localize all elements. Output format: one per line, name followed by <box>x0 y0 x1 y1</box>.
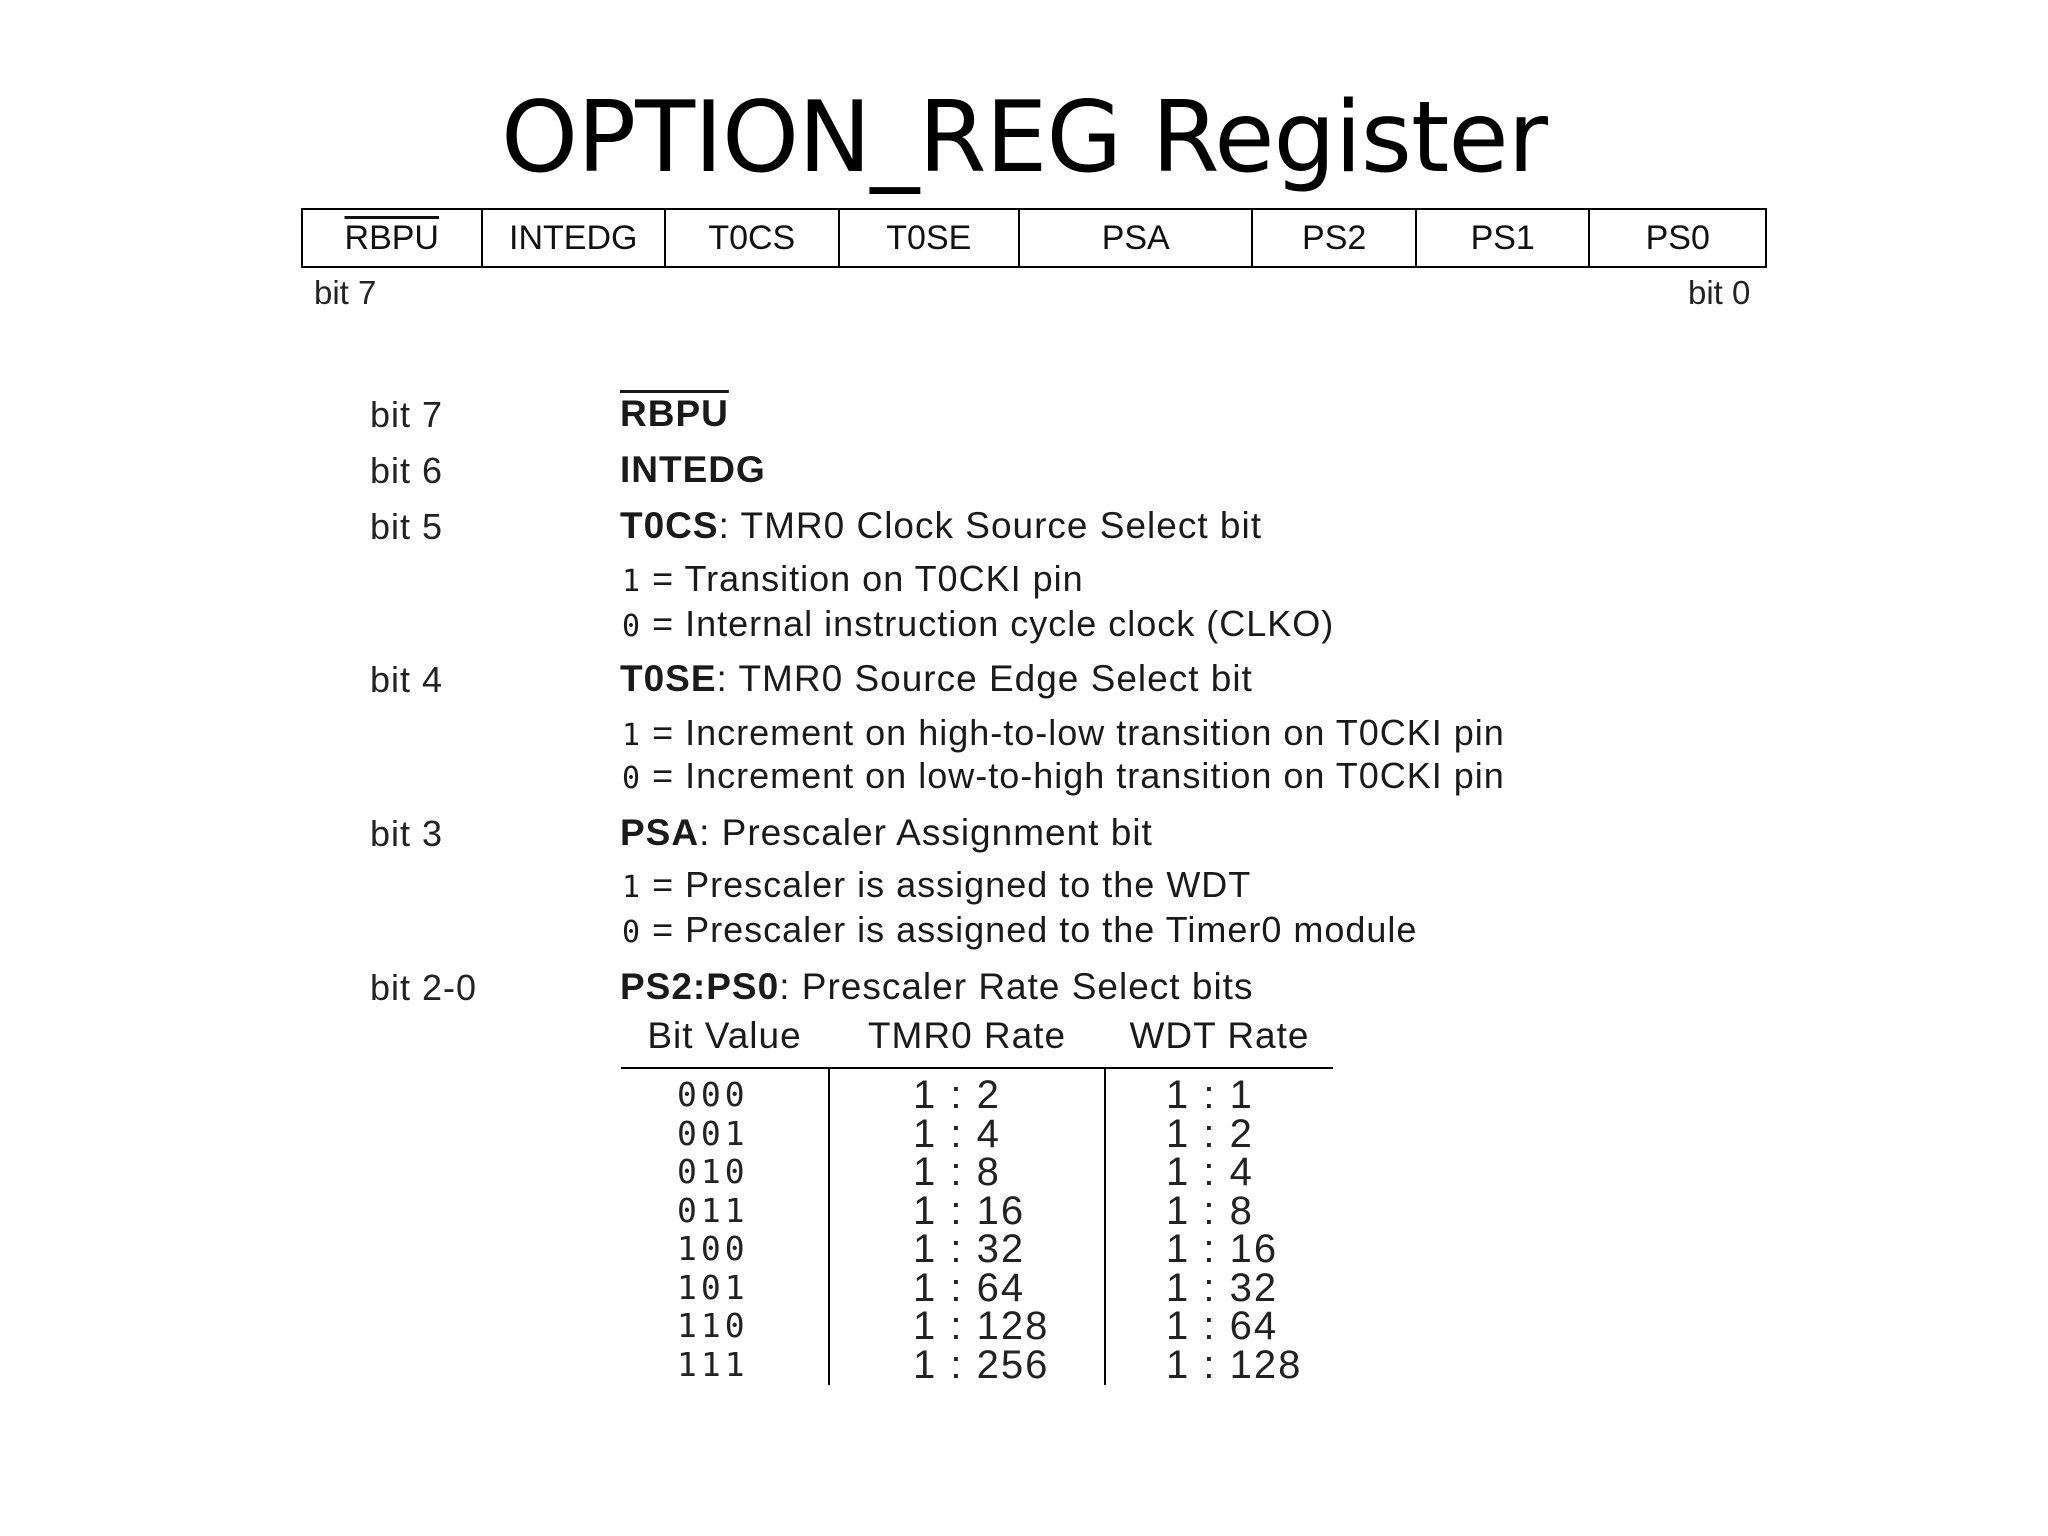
table-cell: 000 <box>677 1075 749 1114</box>
register-cell-t0cs: T0CS <box>666 210 840 266</box>
table-cell: 010 <box>677 1152 749 1191</box>
register-cell-intedg: INTEDG <box>483 210 667 266</box>
msb-label: bit 7 <box>314 274 377 311</box>
table-cell: 1 : 64 <box>913 1265 1026 1310</box>
prescaler-rate-table <box>621 1010 1333 1385</box>
table-header-wdt-rate: WDT Rate <box>1129 1015 1310 1056</box>
table-cell: 011 <box>677 1190 749 1230</box>
table-column-divider <box>1104 1067 1106 1385</box>
bit-label: bit 3 <box>370 813 444 854</box>
table-cell: 1 : 16 <box>913 1188 1026 1233</box>
register-cell-psa: PSA <box>1020 210 1253 266</box>
table-cell: 1 : 2 <box>913 1073 1001 1117</box>
slide-title: OPTION_REG Register <box>500 81 1548 195</box>
field-value-desc: 0 = Prescaler is assigned to the Timer0 module <box>622 909 1418 950</box>
table-cell: 100 <box>677 1229 749 1268</box>
register-cell-rbpu: RBPU <box>303 210 483 266</box>
field-psa: PSA: Prescaler Assignment bit <box>620 812 1153 853</box>
register-cell-t0se: T0SE <box>840 210 1021 266</box>
table-cell: 1 : 2 <box>1166 1111 1254 1156</box>
field-value-desc: 1 = Increment on high-to-low transition on T0CKI pin <box>622 712 1505 753</box>
field-value-desc: 0 = Internal instruction cycle clock (CLKO) <box>622 603 1335 644</box>
field-rbpu: RBPU <box>620 393 729 434</box>
table-cell: 1 : 128 <box>1166 1342 1303 1387</box>
tmr0-rate-column <box>913 1073 1050 1387</box>
bit-label: bit 6 <box>370 450 444 491</box>
table-cell: 1 : 64 <box>1166 1304 1279 1348</box>
table-cell: 1 : 1 <box>1166 1073 1254 1117</box>
register-cell-ps1: PS1 <box>1417 210 1591 266</box>
table-cell: 101 <box>677 1267 749 1307</box>
field-value-desc: 1 = Transition on T0CKI pin <box>622 558 1084 599</box>
table-cell: 1 : 8 <box>913 1150 1001 1194</box>
table-cell: 1 : 32 <box>913 1227 1026 1271</box>
bit-value-column <box>677 1076 749 1384</box>
bit-label: bit 4 <box>370 659 444 700</box>
field-t0se: T0SE: TMR0 Source Edge Select bit <box>620 658 1253 699</box>
table-cell: 111 <box>677 1344 749 1384</box>
field-ps2-ps0: PS2:PS0: Prescaler Rate Select bits <box>620 966 1254 1007</box>
table-cell: 1 : 256 <box>913 1342 1050 1387</box>
table-cell: 1 : 8 <box>1166 1188 1254 1233</box>
table-cell: 1 : 16 <box>1166 1227 1279 1271</box>
field-value-desc: 1 = Prescaler is assigned to the WDT <box>622 864 1252 905</box>
table-cell: 1 : 128 <box>913 1304 1050 1348</box>
table-cell: 001 <box>677 1113 749 1153</box>
table-header-tmr0-rate: TMR0 Rate <box>867 1015 1067 1056</box>
bit-label: bit 5 <box>370 506 444 547</box>
bit-label: bit 7 <box>370 394 444 435</box>
field-intedg: INTEDG <box>620 449 766 490</box>
register-cell-ps2: PS2 <box>1253 210 1417 266</box>
field-t0cs: T0CS: TMR0 Clock Source Select bit <box>620 505 1262 546</box>
register-cell-ps0: PS0 <box>1645 218 1710 257</box>
table-cell: 1 : 4 <box>1166 1150 1254 1194</box>
table-cell: 1 : 32 <box>1166 1265 1279 1310</box>
register-diagram <box>301 208 1767 268</box>
wdt-rate-column <box>1166 1073 1303 1387</box>
table-cell: 110 <box>677 1306 749 1345</box>
lsb-label: bit 0 <box>1688 274 1751 311</box>
table-header-rule <box>621 1067 1333 1069</box>
table-cell: 1 : 4 <box>913 1111 1001 1156</box>
bit-label: bit 2-0 <box>370 967 478 1008</box>
table-header-bit-value: Bit Value <box>647 1015 802 1056</box>
field-value-desc: 0 = Increment on low-to-high transition on T0CKI pin <box>622 755 1505 796</box>
table-column-divider <box>828 1067 830 1385</box>
